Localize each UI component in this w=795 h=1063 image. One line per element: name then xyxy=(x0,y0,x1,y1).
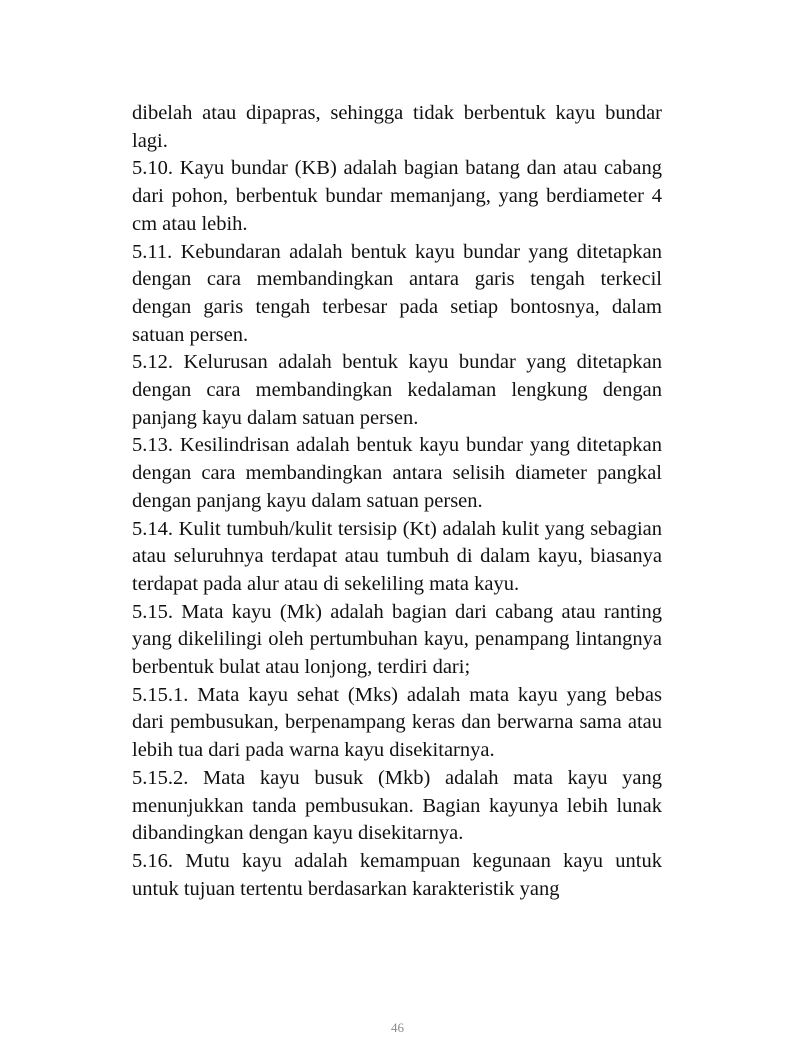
paragraph-5-12: 5.12. Kelurusan adalah bentuk kayu bundar yang ditetapkan dengan cara membandingkan kedalaman lengkung dengan panjang kayu dalam satuan persen. xyxy=(132,351,662,429)
paragraph-5-11: 5.11. Kebundaran adalah bentuk kayu bundar yang ditetapkan dengan cara membandingkan antara garis tengah terkecil dengan garis tengah terbesar pada setiap bontosnya, dalam satuan persen. xyxy=(132,240,662,346)
paragraph-5-15-1: 5.15.1. Mata kayu sehat (Mks) adalah mata kayu yang bebas dari pembusukan, berpenampang keras dan berwarna sama atau lebih tua dari pada warna kayu disekitarnya. xyxy=(132,683,662,762)
body-text xyxy=(132,100,662,903)
paragraph-continuation: dibelah atau dipapras, sehingga tidak berbentuk kayu bundar lagi. xyxy=(132,102,662,152)
page-number: 46 xyxy=(391,1020,404,1035)
paragraph-5-15-2: 5.15.2. Mata kayu busuk (Mkb) adalah mata kayu yang menunjukkan tanda pembusukan. Bagian kayunya lebih lunak dibandingkan dengan kayu disekitarnya. xyxy=(132,766,662,845)
paragraph-5-10: 5.10. Kayu bundar (KB) adalah bagian batang dan atau cabang dari pohon, berbentuk bundar memanjang, yang berdiameter 4 cm atau lebih. xyxy=(132,157,662,235)
paragraph-5-16: 5.16. Mutu kayu adalah kemampuan kegunaan kayu untuk untuk tujuan tertentu berdasarkan karakteristik yang xyxy=(132,849,662,900)
paragraph-5-13: 5.13. Kesilindrisan adalah bentuk kayu bundar yang ditetapkan dengan cara membandingkan antara selisih diameter pangkal dengan panjang kayu dalam satuan persen. xyxy=(132,434,662,512)
paragraph-5-15: 5.15. Mata kayu (Mk) adalah bagian dari cabang atau ranting yang dikelilingi oleh pertumbuhan kayu, penampang lintangnya berbentuk bulat atau lonjong, terdiri dari; xyxy=(132,600,662,679)
paragraph-5-14: 5.14. Kulit tumbuh/kulit tersisip (Kt) adalah kulit yang sebagian atau seluruhnya terdapat atau tumbuh di dalam kayu, biasanya terdapat pada alur atau di sekeliling mata kayu. xyxy=(132,517,662,595)
